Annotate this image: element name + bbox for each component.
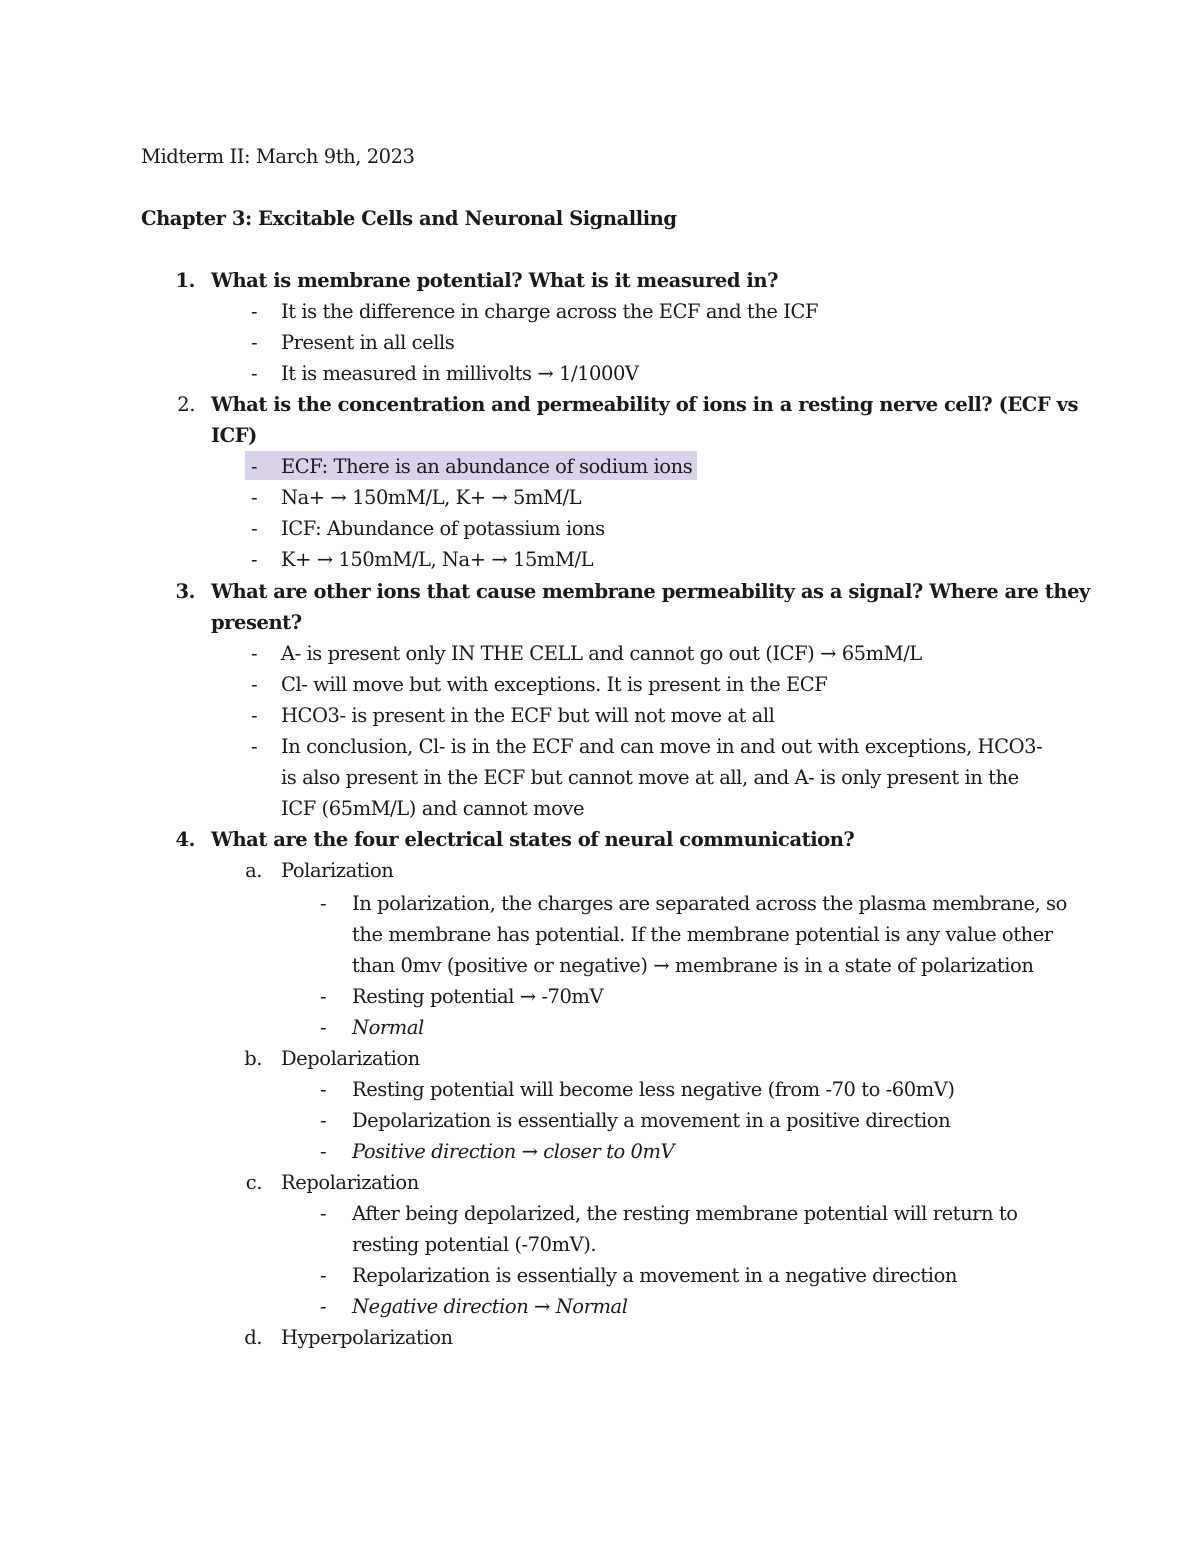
question-heading: What is membrane potential? What is it measured in? [211, 269, 779, 292]
list-item: In polarization, the charges are separated across the plasma membrane, so [352, 892, 1067, 915]
sublist-letter: b. [244, 1047, 262, 1070]
list-item: It is the difference in charge across the ECF and the ICF [281, 300, 819, 323]
bullet-dash: - [320, 1140, 327, 1163]
list-item: Repolarization is essentially a movement in a negative direction [352, 1264, 957, 1287]
bullet-dash: - [251, 486, 258, 509]
question-heading-continued: present? [211, 611, 302, 634]
bullet-dash: - [320, 1109, 327, 1132]
list-item: Resting potential will become less negative (from -70 to -60mV) [352, 1078, 955, 1101]
bullet-dash: - [251, 300, 258, 323]
bullet-dash: - [320, 1078, 327, 1101]
bullet-dash: - [320, 1016, 327, 1039]
list-item: ICF: Abundance of potassium ions [281, 517, 605, 540]
list-item: In conclusion, Cl- is in the ECF and can move in and out with exceptions, HCO3- [281, 735, 1043, 758]
list-item-italic: Negative direction → Normal [352, 1295, 628, 1318]
list-item: It is measured in millivolts → 1/1000V [281, 362, 639, 385]
list-item-italic: Normal [352, 1016, 424, 1039]
bullet-dash: - [251, 362, 258, 385]
bullet-dash: - [320, 892, 327, 915]
state-name: Depolarization [281, 1047, 420, 1070]
sublist-letter: c. [245, 1171, 262, 1194]
bullet-dash: - [251, 642, 258, 665]
list-item: Na+ → 150mM/L, K+ → 5mM/L [281, 486, 582, 509]
bullet-dash: - [251, 331, 258, 354]
sublist-letter: d. [244, 1326, 262, 1349]
list-item-continued: than 0mv (positive or negative) → membrane is in a state of polarization [352, 954, 1034, 977]
state-name: Polarization [281, 859, 394, 882]
list-item: Cl- will move but with exceptions. It is present in the ECF [281, 673, 828, 696]
bullet-dash: - [251, 548, 258, 571]
sublist-letter: a. [245, 859, 262, 882]
list-item: A- is present only IN THE CELL and cannot go out (ICF) → 65mM/L [281, 642, 922, 665]
list-item-continued: is also present in the ECF but cannot move at all, and A- is only present in the [281, 766, 1019, 789]
list-number: 2. [177, 393, 195, 416]
list-item-continued: ICF (65mM/L) and cannot move [281, 797, 585, 820]
bullet-dash: - [320, 1295, 327, 1318]
chapter-title: Chapter 3: Excitable Cells and Neuronal Signalling [141, 207, 677, 230]
question-heading: What are other ions that cause membrane permeability as a signal? Where are they [211, 580, 1090, 603]
question-heading: What are the four electrical states of neural communication? [211, 828, 855, 851]
bullet-dash: - [251, 517, 258, 540]
list-item: After being depolarized, the resting membrane potential will return to [352, 1202, 1018, 1225]
list-number: 1. [175, 269, 195, 292]
list-item: Depolarization is essentially a movement in a positive direction [352, 1109, 951, 1132]
list-item: Present in all cells [281, 331, 455, 354]
list-item: Resting potential → -70mV [352, 985, 604, 1008]
list-item: HCO3- is present in the ECF but will not move at all [281, 704, 775, 727]
list-item-italic: Positive direction → closer to 0mV [352, 1140, 675, 1163]
state-name: Repolarization [281, 1171, 419, 1194]
list-number: 4. [175, 828, 195, 851]
list-item-continued: the membrane has potential. If the membrane potential is any value other [352, 923, 1053, 946]
list-item-continued: resting potential (-70mV). [352, 1233, 597, 1256]
document-header: Midterm II: March 9th, 2023 [141, 145, 415, 168]
bullet-dash: - [320, 1202, 327, 1225]
bullet-dash: - [320, 1264, 327, 1287]
list-item: K+ → 150mM/L, Na+ → 15mM/L [281, 548, 594, 571]
question-heading: What is the concentration and permeability of ions in a resting nerve cell? (ECF vs [211, 393, 1079, 416]
question-heading-continued: ICF) [211, 424, 257, 447]
bullet-dash: - [320, 985, 327, 1008]
bullet-dash: - [251, 704, 258, 727]
bullet-dash: - [251, 455, 258, 478]
highlighted-list-item: ECF: There is an abundance of sodium ions [281, 455, 693, 478]
list-number: 3. [175, 580, 195, 603]
bullet-dash: - [251, 673, 258, 696]
state-name: Hyperpolarization [281, 1326, 453, 1349]
bullet-dash: - [251, 735, 258, 758]
